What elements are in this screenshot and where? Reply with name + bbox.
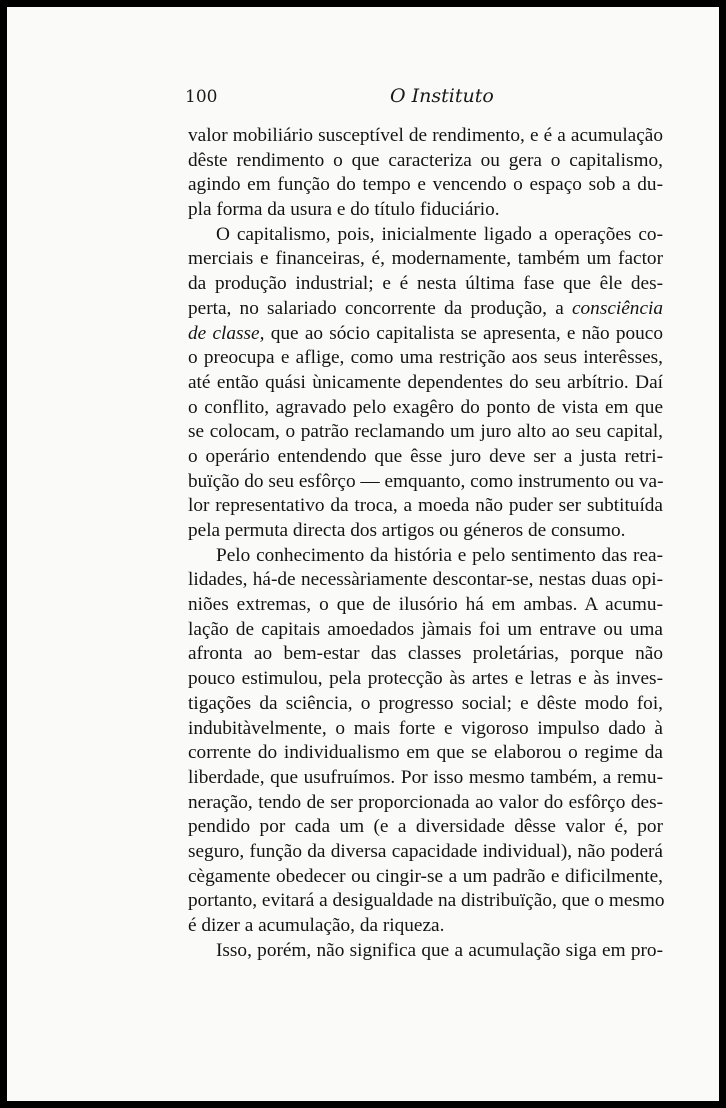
- text-line: tigações da sciência, o progresso social; e dêste modo foi,: [188, 692, 663, 714]
- text-line: seguro, função da diversa capacidade individual), não poderá: [188, 840, 663, 862]
- italic-term: de classe,: [188, 322, 265, 344]
- text-line: até então quási ùnicamente dependentes do seu arbítrio. Daí: [188, 371, 663, 393]
- running-head: [185, 87, 675, 117]
- text-line: cègamente obedecer ou cingir-se a um padrão e dificilmente,: [188, 865, 663, 887]
- text-line: o preocupa e aflige, como uma restrição aos seus interêsses,: [188, 347, 663, 369]
- italic-term: consciência: [571, 297, 663, 319]
- text-line: merciais e financeiras, é, modernamente, também um factor: [188, 248, 663, 270]
- text-line: corrente do individualismo em que se elaborou o regime da: [188, 742, 663, 764]
- text-line: afronta ao bem-estar das classes proletárias, porque não: [188, 643, 663, 665]
- text-line: pela permuta directa dos artigos ou géneros de consumo.: [188, 520, 626, 541]
- text-fragment: que ao sócio capitalista se apresenta, e não pouco: [270, 322, 663, 344]
- text-line: portanto, evitará a desigualdade na distribuïção, que o mesmo: [188, 890, 665, 912]
- text-line: neração, tendo de ser proporcionada ao valor do esfôrço des-: [188, 791, 663, 813]
- text-line: liberdade, que usufruímos. Por isso mesmo também, a remu-: [188, 766, 663, 788]
- text-line: agindo em função do tempo e vencendo o espaço sob a du-: [188, 174, 663, 196]
- text-line: O capitalismo, pois, inicialmente ligado a operações co-: [216, 223, 663, 245]
- text-line: dêste rendimento o que caracteriza ou gera o capitalismo,: [188, 149, 663, 171]
- text-fragment: perta, no salariado concorrente da produção, a: [188, 297, 564, 319]
- text-line: lidades, há-de necessàriamente descontar-se, nestas duas opi-: [188, 569, 663, 591]
- page-number: 100: [185, 87, 218, 107]
- text-line: Isso, porém, não significa que a acumulação siga em pro-: [216, 939, 663, 961]
- text-line: lor representativo da troca, a moeda não puder ser subtituída: [188, 495, 663, 517]
- text-line: pouco estimulou, pela protecção às artes e letras e às inves-: [188, 668, 663, 690]
- text-line: se colocam, o patrão reclamando um juro alto ao seu capital,: [188, 421, 663, 443]
- text-line: [188, 322, 663, 347]
- body-text: [188, 124, 663, 963]
- text-line: o conflito, agravado pelo exagêro do ponto de vista em que: [188, 396, 663, 418]
- text-line: pla forma da usura e do título fiduciário.: [188, 199, 500, 221]
- text-line: pendido por cada um (e a diversidade dêsse valor é, por: [188, 816, 663, 838]
- book-page: [7, 7, 719, 1101]
- text-line: o operário entendendo que êsse juro deve ser a justa retri-: [188, 445, 663, 467]
- text-line: indubitàvelmente, o mais forte e vigoroso impulso dado à: [188, 717, 663, 739]
- running-title: O Instituto: [390, 85, 494, 107]
- text-line: niões extremas, o que de ilusório há em ambas. A acumu-: [188, 594, 663, 616]
- text-line: buïção do seu esfôrço — emquanto, como instrumento ou va-: [188, 470, 664, 492]
- text-line: Pelo conhecimento da história e pelo sentimento das rea-: [216, 544, 663, 566]
- text-line: da produção industrial; e é nesta última fase que êle des-: [188, 273, 663, 295]
- text-line: lação de capitais amoedados jàmais foi um entrave ou uma: [188, 618, 663, 640]
- text-line: [188, 297, 663, 322]
- text-line: é dizer a acumulação, da riqueza.: [188, 915, 445, 936]
- text-line: valor mobiliário susceptível de rendimento, e é a acumulação: [188, 125, 663, 146]
